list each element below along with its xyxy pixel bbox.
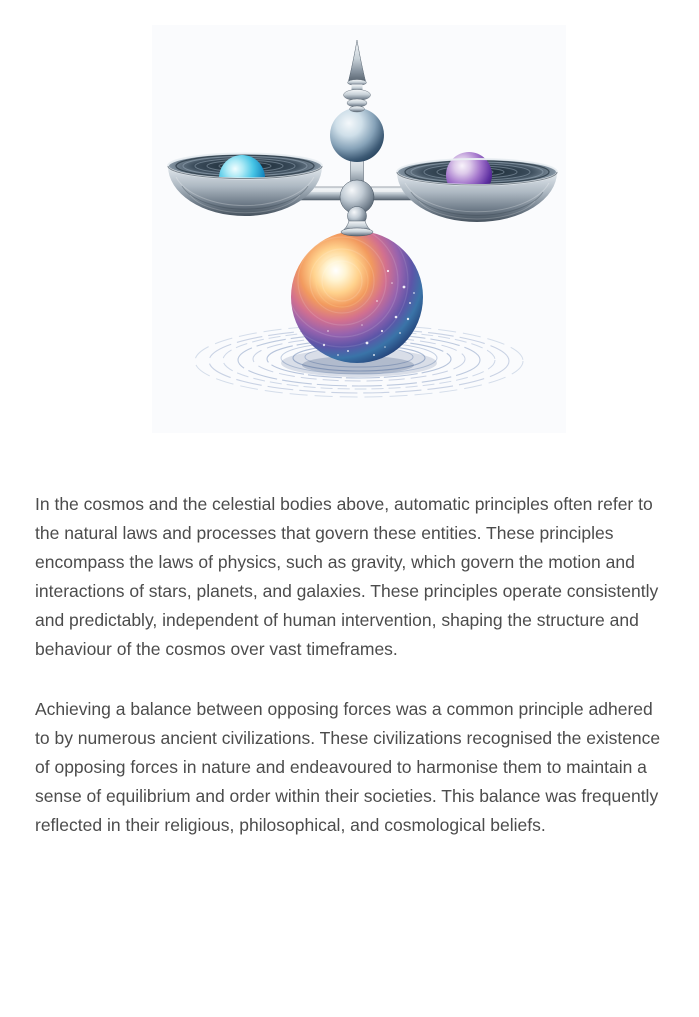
cosmic-balance-illustration — [152, 25, 566, 433]
steel-sphere — [330, 108, 384, 162]
article-text — [35, 490, 663, 840]
paragraph-cosmos-principles: In the cosmos and the celestial bodies above, automatic principles often refer to the natural laws and processes that govern these entities. These principles encompass the laws of physics, such as gravity, which govern the motion and interactions of stars, planets, and galaxies. These principles operate consistently and predictably, independent of human intervention, shaping the structure and behaviour of the cosmos over vast timeframes. — [35, 494, 659, 659]
article-page — [0, 25, 699, 840]
paragraph-balance-civilizations: Achieving a balance between opposing forces was a common principle adhered to by numerous ancient civilizations. These civilizations recognised the existence of opposing forces in nature and endeavoured to harmonise them to maintain a sense of equilibrium and order within their societies. This balance was frequently reflected in their religious, philosophical, and cosmological beliefs. — [35, 699, 661, 835]
balance-scale-graphic — [152, 25, 566, 433]
